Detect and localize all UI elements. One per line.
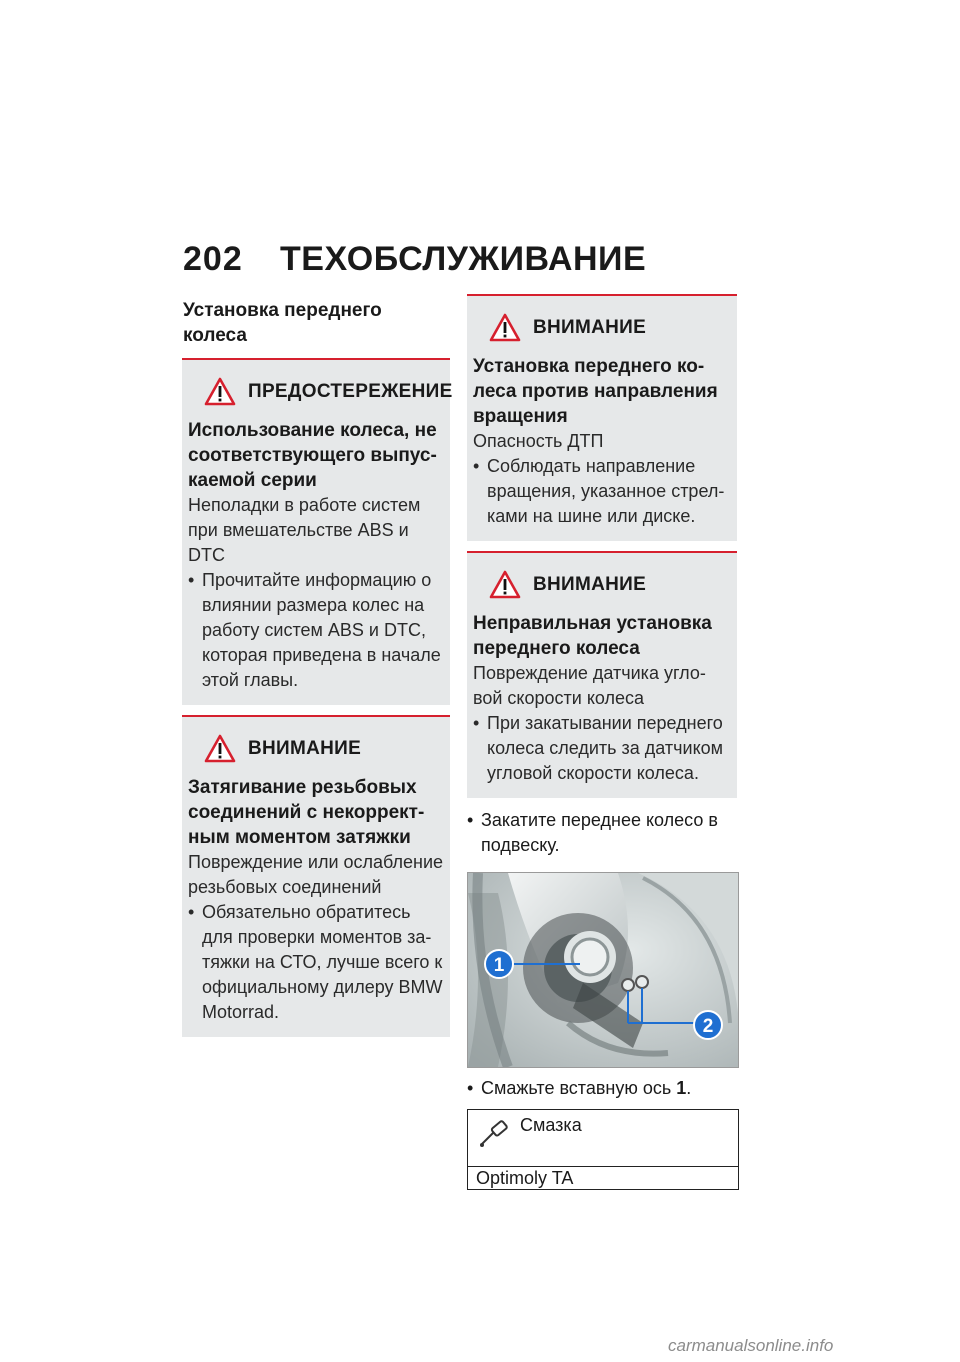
warning-title: Затягивание резьбовых соединений с некоррект-ным моментом затяжки: [188, 777, 425, 848]
warning-consequence: Повреждение или ослабление резьбовых соединений: [188, 852, 444, 897]
warning-consequence: Опасность ДТП: [473, 431, 604, 451]
warning-label: ПРЕДОСТЕРЕЖЕНИЕ: [248, 381, 453, 402]
warning-box-direction: [467, 294, 737, 541]
warning-label: ВНИМАНИЕ: [533, 574, 647, 595]
warning-header: [188, 731, 444, 767]
page-number: 202: [183, 240, 243, 278]
warning-title: Использование колеса, не соответствующего выпус-каемой серии: [188, 420, 437, 491]
step-text: Закатите переднее колесо в подвеску.: [481, 810, 718, 855]
bullet-marker: •: [473, 456, 480, 476]
warning-triangle-icon: [489, 313, 521, 343]
chapter-title: ТЕХОБСЛУЖИВАНИЕ: [280, 240, 647, 278]
warning-box-caution: [182, 358, 453, 705]
warning-triangle-icon: [204, 377, 236, 407]
watermark: carmanualsonline.info: [668, 1336, 834, 1355]
bullet-marker: •: [188, 570, 195, 590]
warning-action: [473, 454, 731, 529]
warning-action-text: Обязательно обратитесь для проверки моментов за-тяжки на СТО, лучше всего к официальному дилеру BMW Motorrad.: [202, 902, 443, 1022]
warning-label: ВНИМАНИЕ: [533, 317, 647, 338]
part-reference: 1: [676, 1078, 687, 1098]
warning-consequence: Повреждение датчика угло-вой скорости колеса: [473, 663, 706, 708]
lubricant-value: Optimoly TA: [476, 1168, 574, 1188]
grease-gun-icon: [478, 1118, 512, 1148]
warning-action-text: Соблюдать направление вращения, указанное стрел-ками на шине или диске.: [487, 456, 725, 526]
warning-triangle-icon: [204, 734, 236, 764]
warning-triangle-icon: [489, 570, 521, 600]
lubricant-header: [468, 1110, 738, 1167]
warning-action-text: Прочитайте информацию о влиянии размера колес на работу систем ABS и DTC, которая приведена в начале этой главы.: [202, 570, 441, 690]
instruction-step: [467, 1076, 737, 1101]
lubricant-table: [467, 1109, 739, 1190]
step-text: [481, 1076, 691, 1101]
warning-title: Неправильная установка переднего колеса: [473, 613, 712, 659]
step-text-end: .: [686, 1078, 692, 1098]
section-title: Установка переднего колеса: [183, 300, 382, 346]
wheel-axle-illustration: [468, 873, 738, 1067]
step-text-main: Смажьте вставную ось: [481, 1078, 672, 1098]
warning-action: [188, 900, 444, 1025]
callout-2-label: 2: [702, 1016, 714, 1037]
bullet-marker: •: [473, 713, 480, 733]
warning-consequence: Неполадки в работе систем при вмешательстве ABS и DTC: [188, 495, 421, 565]
left-column: [182, 290, 453, 1047]
bullet-marker: •: [467, 810, 474, 830]
warning-header: [473, 567, 731, 603]
warning-action: [188, 568, 444, 693]
warning-action: [473, 711, 731, 786]
callout-1-label: 1: [493, 955, 505, 976]
warning-title: Установка переднего ко-леса против направления вращения: [473, 356, 718, 427]
bullet-marker: •: [467, 1078, 474, 1098]
warning-action-text: При закатывании переднего колеса следить за датчиком угловой скорости колеса.: [487, 713, 724, 783]
warning-label: ВНИМАНИЕ: [248, 738, 362, 759]
wheel-axle-figure: [467, 872, 739, 1068]
bullet-marker: •: [188, 902, 195, 922]
warning-header: [473, 310, 731, 346]
instruction-step: [467, 808, 737, 858]
warning-box-sensor: [467, 551, 737, 798]
right-column: [467, 290, 737, 1190]
warning-box-attention: [182, 715, 450, 1037]
warning-header: [188, 374, 453, 410]
page-header: [183, 240, 783, 290]
lubricant-label: Смазка: [520, 1115, 582, 1135]
